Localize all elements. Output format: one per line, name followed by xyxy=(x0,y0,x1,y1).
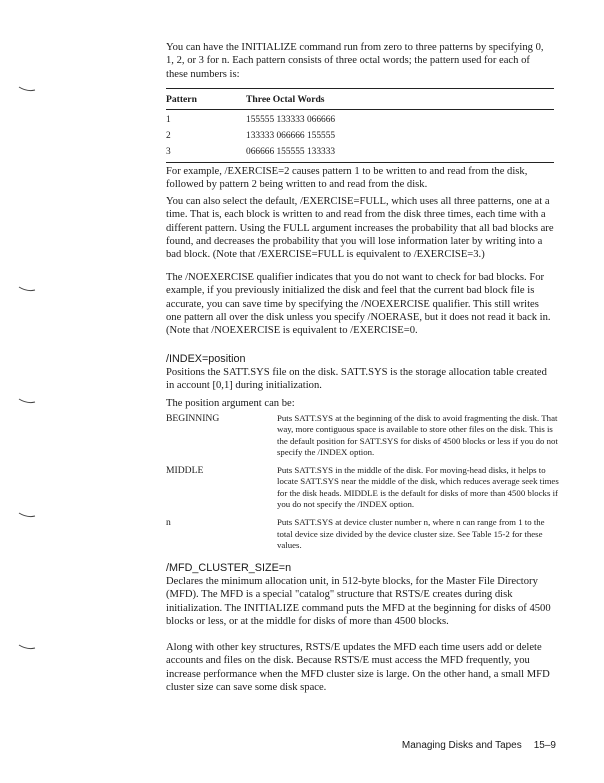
table-row xyxy=(166,142,554,158)
exercise-full-paragraph: You can also select the default, /EXERCISE=FULL, which uses all three patterns, one at a time. That is, each block is written to and read from the disk three times, each time with a different pattern. Using the FULL argument increases the probability that all bad blocks are found, and decreases the probability that you will lose information later by writing into a bad block. (Note that /EXERCISE=FULL is equivalent to /EXERCISE=3.) xyxy=(166,196,554,261)
table-row xyxy=(166,126,554,142)
table-row xyxy=(166,110,554,126)
margin-mark xyxy=(18,86,36,92)
arg-description: Puts SATT.SYS at device cluster number n, where n can range from 1 to the total device size divided by the device cluster size. See Table 15-2 for these values. xyxy=(277,517,545,550)
list-item xyxy=(166,517,560,551)
table-cell: 133333 066666 155555 xyxy=(246,131,336,141)
index-description: Positions the SATT.SYS file on the disk. SATT.SYS is the storage allocation table created in account [0,1] during initialization. xyxy=(166,367,547,392)
list-item xyxy=(166,465,560,510)
margin-mark xyxy=(18,644,36,650)
pattern-table xyxy=(166,88,554,163)
margin-mark xyxy=(18,512,36,518)
mfd-description: Declares the minimum allocation unit, in 512-byte blocks, for the Master File Directory (MFD). The MFD is a special "catalog" structure that RSTS/E creates during disk initialization. The INITIALIZE command puts the MFD at the beginning for disks of 4500 blocks or less, or at the middle for disks of more than 4500 blocks. xyxy=(166,576,551,627)
margin-mark xyxy=(18,398,36,404)
arg-term: n xyxy=(166,517,171,529)
example-paragraph: For example, /EXERCISE=2 causes pattern 1 to be written to and read from the disk, followed by pattern 2 being written to and read from the disk. xyxy=(166,166,528,191)
mfd-heading: /MFD_CLUSTER_SIZE=n xyxy=(166,562,292,574)
table-cell: 066666 155555 133333 xyxy=(246,147,336,157)
table-header-row xyxy=(166,89,554,106)
position-arg-list xyxy=(166,413,560,558)
noexercise-paragraph: The /NOEXERCISE qualifier indicates that you do not want to check for bad blocks. For example, if you previously initialized the disk and feel that the current bad block file is accurate, you can save time by specifying the /NOEXERCISE qualifier. This still writes one pattern all over the disk unless you specify /NOERASE, but it does not read it back in. (Note that /NOEXERCISE is equivalent to /EXERCISE=0. xyxy=(166,272,551,337)
arg-term: BEGINNING xyxy=(166,413,220,424)
arg-description: Puts SATT.SYS in the middle of the disk. For moving-head disks, it helps to locate SATT.SYS near the middle of the disk, which reduces average seek times for the disk heads. MIDDLE is the default for disks of more than 4500 blocks if you do not specify the /INDEX option. xyxy=(277,465,559,510)
page-footer xyxy=(402,740,556,751)
key-structures-paragraph: Along with other key structures, RSTS/E updates the MFD each time users add or delete accounts and files on the disk. Because RSTS/E must access the MFD frequently, you increase performance when the MFD cluster size is large. On the other hand, a small MFD cluster size can save some disk space. xyxy=(166,642,550,693)
list-item xyxy=(166,413,560,458)
margin-mark xyxy=(18,286,36,292)
intro-paragraph: You can have the INITIALIZE command run from zero to three patterns by specifying 0, 1, 2, or 3 for n. Each pattern consists of three octal words; the pattern used for each of these numbers is: xyxy=(166,42,544,80)
footer-section-title: Managing Disks and Tapes xyxy=(401,740,522,751)
page-number: 15–9 xyxy=(533,740,556,751)
arg-description: Puts SATT.SYS at the beginning of the disk to avoid fragmenting the disk. That way, more contiguous space is available to store other files on the disk. This is the default position for SATT.SYS for disks of 4500 blocks or less if you do not specify the /INDEX option. xyxy=(277,413,558,457)
table-cell: 1 xyxy=(166,115,171,125)
arg-term: MIDDLE xyxy=(166,465,204,477)
table-header-pattern: Pattern xyxy=(166,94,197,105)
position-arg-intro: The position argument can be: xyxy=(166,398,295,409)
table-cell: 2 xyxy=(166,131,171,141)
table-header-octal-words: Three Octal Words xyxy=(246,94,325,105)
table-cell: 3 xyxy=(166,147,171,157)
index-heading: /INDEX=position xyxy=(166,353,246,365)
table-rule xyxy=(166,162,554,163)
table-cell: 155555 133333 066666 xyxy=(246,115,336,125)
